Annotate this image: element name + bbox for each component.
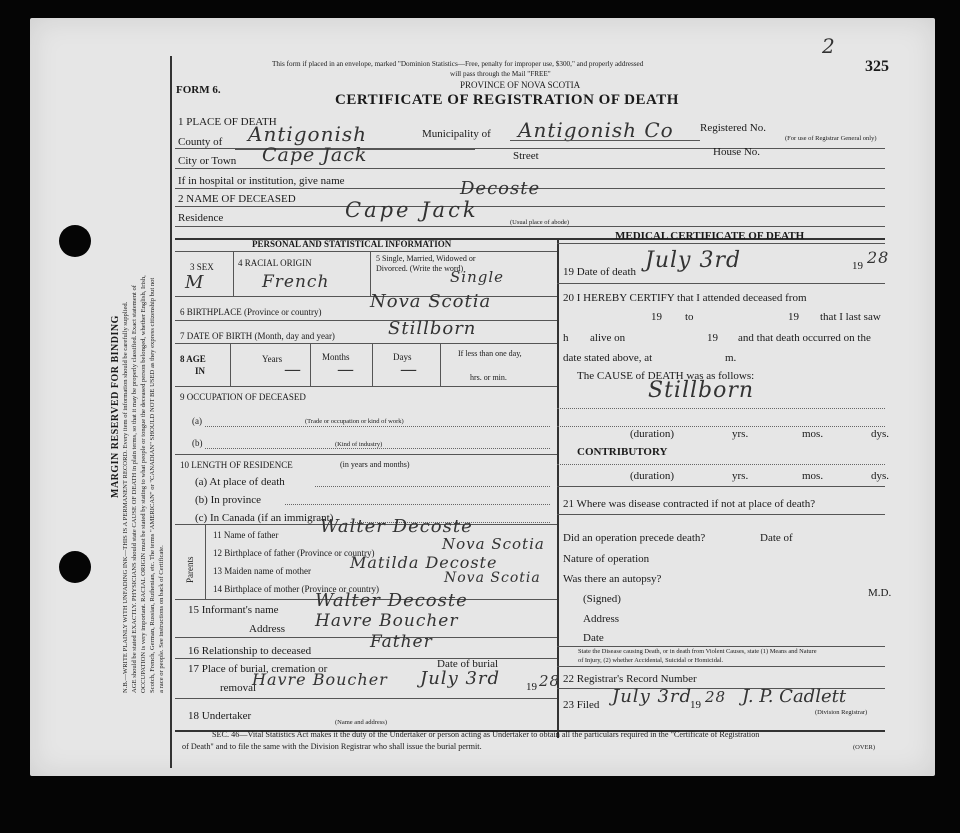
city-value: Cape Jack (262, 144, 368, 166)
house-no-label: House No. (713, 146, 761, 158)
months-dash: — (337, 360, 355, 380)
mother-name-label: 13 Maiden name of mother (213, 566, 311, 576)
marital-label-2: Divorced. (Write the word) (376, 264, 464, 273)
certify-to: to (685, 311, 694, 323)
certificate-title: CERTIFICATE OF REGISTRATION OF DEATH (335, 92, 679, 108)
sex-value: M (185, 272, 205, 293)
footer-line-2: of Death" and to file the same with the Division Registrar who shall issue the burial permit. (182, 742, 482, 751)
name-of-deceased-label: 2 NAME OF DECEASED (178, 193, 296, 205)
md-label: M.D. (868, 587, 892, 599)
racial-origin-value: French (262, 272, 330, 292)
margin-instruction-5: a race or people. See instructions on back of Certificate. (158, 545, 165, 693)
certify-line-1: 20 I HEREBY CERTIFY that I attended deceased from (563, 292, 807, 304)
undertaker-label: 18 Undertaker (188, 710, 252, 722)
residence-value: Cape Jack (345, 198, 479, 222)
corner-mark: 2 (822, 34, 836, 58)
margin-instruction-4: Scotch, French, German, Russian, Ruthenian, etc. The terms "AMERICAN" or "CANADIAN" SHOULD NOT BE USED as they express citizenship but not (149, 277, 156, 693)
residence-label: Residence (178, 212, 224, 224)
age-label: 8 AGE (180, 354, 206, 364)
years-label: Years (262, 354, 283, 364)
dob-label: 7 DATE OF BIRTH (Month, day and year) (180, 331, 335, 341)
city-label: City or Town (178, 155, 237, 167)
margin-instruction-2: AGE should be stated EXACTLY. PHYSICIANS should state CAUSE OF DEATH in plain terms, so that it may be properly classified. Exact statement of (131, 285, 138, 693)
medical-date-label: Date (583, 632, 604, 644)
contributory-label: CONTRIBUTORY (577, 446, 668, 458)
county-label: County of (178, 136, 223, 148)
contributory-yrs: yrs. (732, 470, 749, 482)
father-birthplace-value: Nova Scotia (442, 535, 545, 553)
birthplace-label: 6 BIRTHPLACE (Province or country) (180, 307, 322, 317)
registered-no-note: (For use of Registrar General only) (785, 135, 877, 142)
contributory-duration-label: (duration) (630, 470, 674, 482)
registrar-note: (Division Registrar) (815, 709, 868, 716)
relationship-value: Father (370, 632, 433, 652)
father-birthplace-label: 12 Birthplace of father (Province or country) (213, 548, 375, 558)
residence-b-label: (b) In province (195, 494, 261, 506)
registered-no-label: Registered No. (700, 122, 766, 134)
less-than-day-label: If less than one day, (458, 349, 522, 358)
certify-alive: alive on (590, 332, 626, 344)
mail-notice-line2: will pass through the Mail "FREE" (450, 70, 551, 78)
burial-place-value: Havre Boucher (252, 670, 388, 689)
province-heading: PROVINCE OF NOVA SCOTIA (460, 80, 581, 90)
contracted-label: 21 Where was disease contracted if not at place of death? (563, 498, 816, 510)
place-of-death-label: 1 PLACE OF DEATH (178, 116, 277, 128)
residence-a-label: (a) At place of death (195, 476, 285, 488)
certify-date-stated: date stated above, at (563, 352, 653, 364)
informant-value: Walter Decoste (315, 590, 468, 611)
certify-occurred: and that death occurred on the (738, 332, 871, 344)
date-of-death-value: July 3rd (645, 248, 742, 273)
violent-note-2: of Injury, (2) whether Accidental, Suicidal or Homicidal. (578, 657, 724, 664)
filed-year-value: 28 (705, 688, 727, 706)
certify-19a: 19 (651, 311, 662, 323)
dob-value: Stillborn (388, 318, 477, 339)
punch-hole-bottom (59, 551, 91, 583)
marital-value: Single (450, 268, 505, 286)
informant-address-label: Address (249, 623, 286, 635)
cause-mos: mos. (802, 428, 824, 440)
birthplace-value: Nova Scotia (370, 291, 492, 312)
operation-date-label: Date of (760, 532, 793, 544)
form-left-border (170, 56, 172, 768)
burial-date-value: July 3rd (420, 668, 501, 689)
occupation-label: 9 OCCUPATION OF DECEASED (180, 392, 306, 402)
occupation-b-label: (b) (192, 438, 203, 448)
autopsy-label: Was there an autopsy? (563, 573, 662, 585)
burial-label-1: 17 Place of burial, cremation or (188, 663, 328, 675)
burial-date-label: Date of burial (437, 658, 499, 670)
mother-birthplace-label: 14 Birthplace of mother (Province or country) (213, 584, 379, 594)
medical-address-label: Address (583, 613, 620, 625)
months-label: Months (322, 352, 350, 362)
informant-label: 15 Informant's name (188, 604, 279, 616)
age-in-label: IN (195, 366, 206, 376)
length-residence-note: (in years and months) (340, 460, 410, 469)
date-of-death-label: 19 Date of death (563, 266, 636, 278)
filed-value: July 3rd (612, 686, 693, 707)
occupation-b-note: (Kind of industry) (335, 441, 383, 448)
cause-value: Stillborn (648, 378, 755, 403)
footer-over: (OVER) (853, 744, 876, 751)
certify-19b: 19 (788, 311, 799, 323)
grid-center (557, 238, 559, 738)
margin-instruction-3: OCCUPATION is very important. RACIAL ORIGIN must be stated by stating to what people or tongue the deceased person belonged, whether English, Irish, (140, 275, 147, 693)
informant-address-value: Havre Boucher (315, 611, 459, 631)
days-dash: — (400, 360, 418, 380)
mother-birthplace-value: Nova Scotia (444, 570, 541, 586)
cause-label: The CAUSE of DEATH was as follows: (577, 370, 755, 382)
signed-label: (Signed) (583, 593, 621, 605)
burial-year-value: 28 (539, 672, 561, 690)
violent-note-1: State the Disease causing Death, or in death from Violent Causes, state (1) Means and Nature (578, 648, 817, 655)
burial-label-2: removal (220, 682, 257, 694)
hrs-min-label: hrs. or min. (470, 373, 507, 382)
corner-number: 325 (865, 58, 889, 75)
death-year-value: 28 (867, 248, 890, 267)
cause-dys: dys. (871, 428, 890, 440)
racial-origin-label: 4 RACIAL ORIGIN (238, 258, 312, 268)
residence-c-label: (c) In Canada (if an immigrant) (195, 512, 334, 524)
occupation-a-note: (Trade or occupation or kind of work) (305, 418, 404, 425)
mother-name-value: Matilda Decoste (350, 553, 498, 572)
margin-reserved-label: MARGIN RESERVED FOR BINDING (110, 315, 121, 498)
filed-year-prefix: 19 (690, 699, 701, 711)
contributory-dys: dys. (871, 470, 890, 482)
length-residence-label: 10 LENGTH OF RESIDENCE (180, 460, 293, 470)
punch-hole-top (59, 225, 91, 257)
cause-yrs: yrs. (732, 428, 749, 440)
death-year-prefix: 19 (852, 260, 863, 272)
undertaker-note: (Name and address) (335, 719, 387, 726)
certify-h: h (563, 332, 569, 344)
municipality-label: Municipality of (422, 128, 491, 140)
years-dash: — (284, 360, 302, 380)
name-of-deceased-value: Decoste (460, 178, 541, 199)
certificate-page (30, 18, 935, 776)
certify-19c: 19 (707, 332, 718, 344)
father-name-label: 11 Name of father (213, 530, 279, 540)
medical-heading: MEDICAL CERTIFICATE OF DEATH (615, 230, 805, 242)
father-name-value: Walter Decoste (320, 516, 473, 537)
form-number: FORM 6. (176, 84, 221, 96)
cause-duration-label: (duration) (630, 428, 674, 440)
personal-heading: PERSONAL AND STATISTICAL INFORMATION (252, 239, 452, 249)
street-label: Street (513, 150, 539, 162)
days-label: Days (393, 352, 412, 362)
occupation-a-label: (a) (192, 416, 202, 426)
county-value: Antigonish (248, 122, 368, 146)
marital-label-1: 5 Single, Married, Widowed or (376, 254, 476, 263)
municipality-value: Antigonish Co (518, 118, 674, 142)
residence-rule (175, 226, 885, 227)
margin-instruction-1: N.B.—WRITE PLAINLY WITH UNFADING INK—THIS IS A PERMANENT RECORD. Every item of information should be carefully supplied. (122, 301, 129, 693)
footer-line-1: SEC. 46—Vital Statistics Act makes it the duty of the Undertaker or person acting as Undertaker to obtain all the particulars required in the "Certificate of Registration (212, 730, 760, 739)
relationship-label: 16 Relationship to deceased (188, 645, 312, 657)
mail-notice-line1: This form if placed in an envelope, marked "Dominion Statistics—Free, penalty for improper use, $300," and properly addressed (272, 60, 644, 68)
certify-last-saw: that I last saw (820, 311, 881, 323)
sex-label: 3 SEX (190, 262, 214, 272)
hospital-label: If in hospital or institution, give name (178, 175, 345, 187)
residence-note: (Usual place of abode) (510, 219, 570, 226)
burial-year-prefix: 19 (526, 681, 537, 693)
filed-label: 23 Filed (563, 699, 600, 711)
operation-label: Did an operation precede death? (563, 532, 706, 544)
nature-operation-label: Nature of operation (563, 553, 650, 565)
name-rule (175, 206, 885, 207)
record-number-label: 22 Registrar's Record Number (563, 673, 697, 685)
city-rule (175, 168, 885, 169)
contributory-mos: mos. (802, 470, 824, 482)
parents-side-label: Parents (185, 556, 195, 583)
certify-m: m. (725, 352, 737, 364)
municipality-line (510, 140, 700, 141)
registrar-signature: J. P. Cadlett (742, 686, 847, 707)
